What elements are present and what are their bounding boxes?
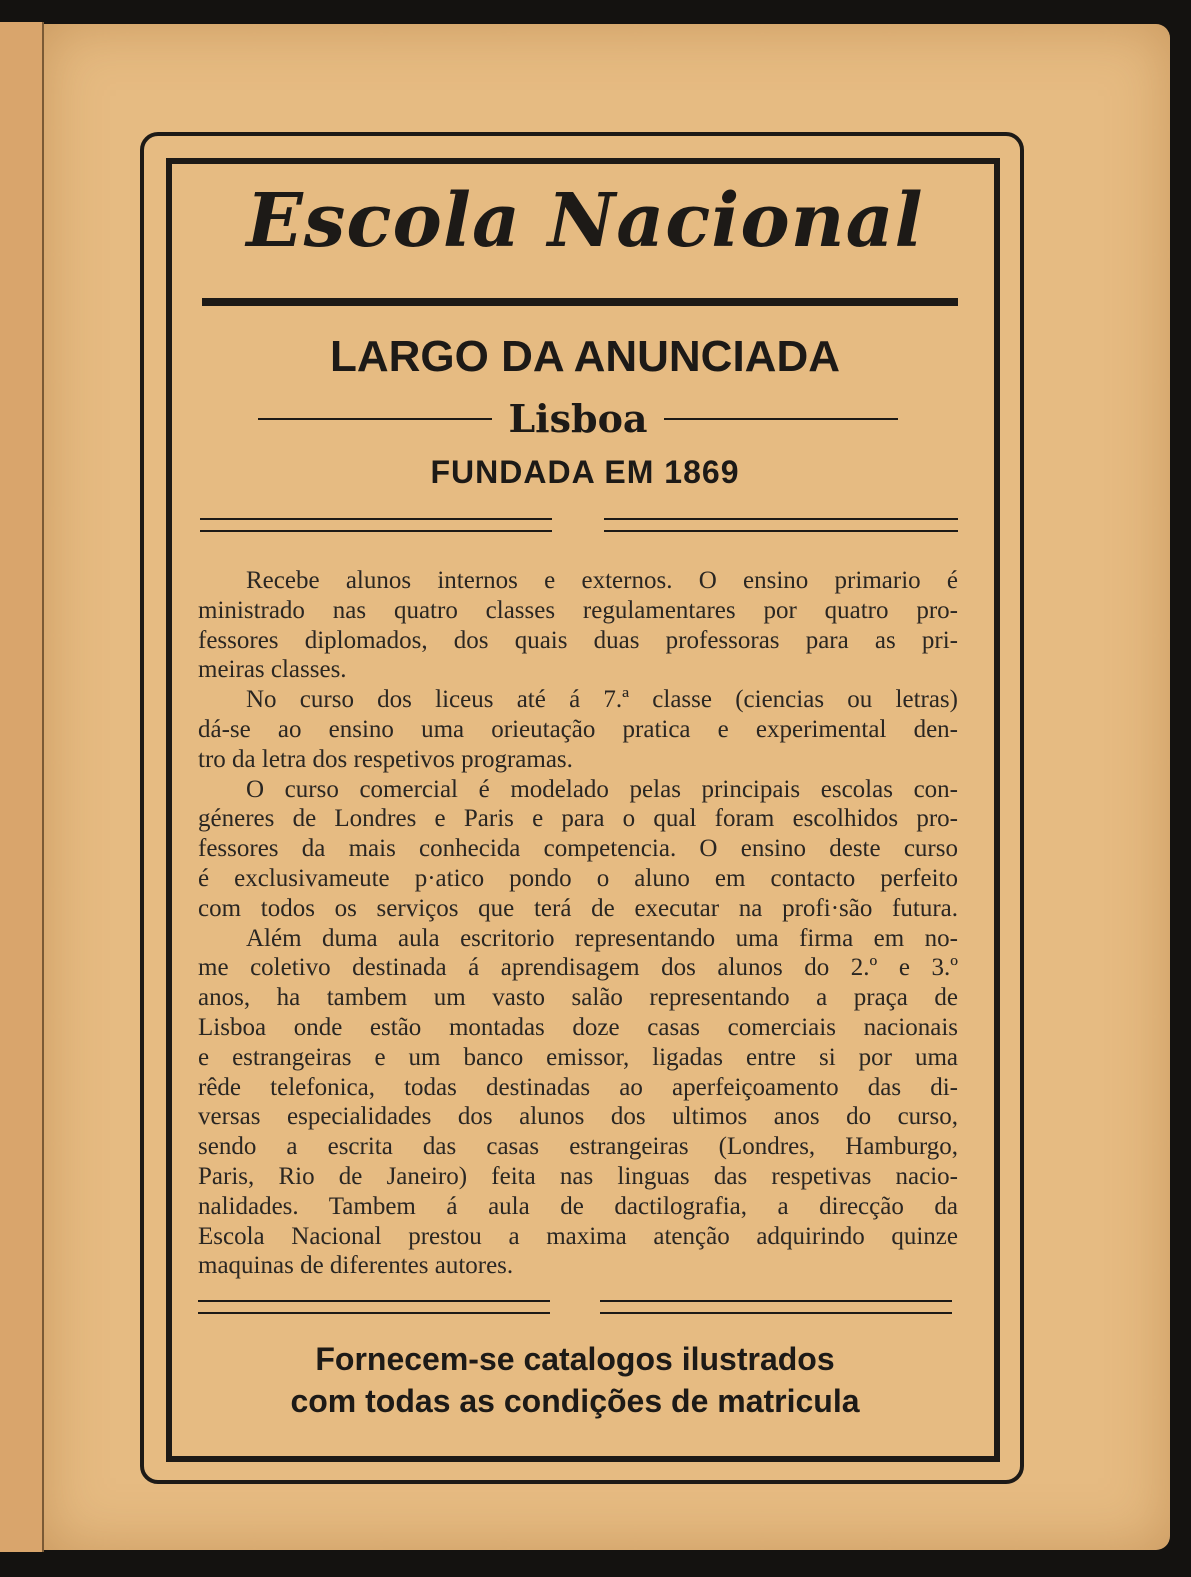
- ad-title: Escola Nacional: [246, 178, 924, 264]
- divider: [258, 418, 492, 420]
- body-line: Além duma aula escritorio representando uma firma em no-: [246, 924, 958, 952]
- body-line: rêde telefonica, todas destinadas ao aperfeiçoamento das di-: [198, 1073, 958, 1101]
- body-line: com todos os serviços que terá de executar na profi·são futura.: [198, 894, 958, 922]
- city: Lisboa: [508, 396, 648, 441]
- body-line: Paris, Rio de Janeiro) feita nas linguas das respetivas nacio-: [198, 1162, 958, 1190]
- body-line: nalidades. Tambem á aula de dactilografia, a direcção da: [198, 1192, 958, 1220]
- body-line: e estrangeiras e um banco emissor, ligadas entre si por uma: [198, 1043, 958, 1071]
- body-line: meiras classes.: [198, 656, 347, 684]
- double-rule: [600, 1300, 952, 1314]
- body-line: me coletivo destinada á aprendisagem dos alunos do 2.º e 3.º: [198, 954, 958, 982]
- body-text: [198, 566, 958, 1281]
- founded: FUNDADA EM 1869: [430, 454, 740, 490]
- body-line: anos, ha tambem um vasto salão representando a praça de: [198, 984, 958, 1012]
- footer-line: com todas as condições de matricula: [290, 1383, 860, 1419]
- previous-page-edge: [0, 22, 44, 1552]
- body-line: é exclusivameute p·atico pondo o aluno em contacto perfeito: [198, 864, 958, 892]
- body-line: Lisboa onde estão montadas doze casas comerciais nacionais: [198, 1013, 958, 1041]
- title-rule: [202, 298, 958, 306]
- body-line: fessores da mais conhecida competencia. O ensino deste curso: [198, 835, 958, 863]
- body-line: sendo a escrita das casas estrangeiras (Londres, Hamburgo,: [198, 1133, 958, 1161]
- footer-line: Fornecem-se catalogos ilustrados: [315, 1341, 835, 1377]
- body-line: versas especialidades dos alunos dos ultimos anos do curso,: [198, 1103, 958, 1131]
- body-line: géneres de Londres e Paris e para o qual foram escolhidos pro-: [198, 805, 958, 833]
- body-line: maquinas de diferentes autores.: [198, 1252, 514, 1280]
- body-line: Recebe alunos internos e externos. O ensino primario é: [246, 567, 958, 594]
- address: LARGO DA ANUNCIADA: [329, 332, 841, 381]
- body-line: fessores diplomados, dos quais duas professoras para as pri-: [198, 626, 958, 654]
- body-line: No curso dos liceus até á 7.ª classe (ciencias ou letras): [246, 686, 958, 714]
- body-line: dá-se ao ensino uma orieutação pratica e experimental den-: [198, 715, 958, 743]
- body-line: ministrado nas quatro classes regulamentares por quatro pro-: [198, 596, 958, 624]
- footer: [200, 1338, 950, 1422]
- body-line: O curso comercial é modelado pelas principais escolas con-: [246, 775, 958, 803]
- divider: [664, 418, 898, 420]
- body-line: tro da letra dos respetivos programas.: [198, 745, 573, 773]
- double-rule: [604, 518, 958, 532]
- body-line: Escola Nacional prestou a maxima atenção adquirindo quinze: [198, 1222, 958, 1250]
- double-rule: [198, 1300, 550, 1314]
- double-rule: [200, 518, 552, 532]
- city-row: [258, 396, 898, 441]
